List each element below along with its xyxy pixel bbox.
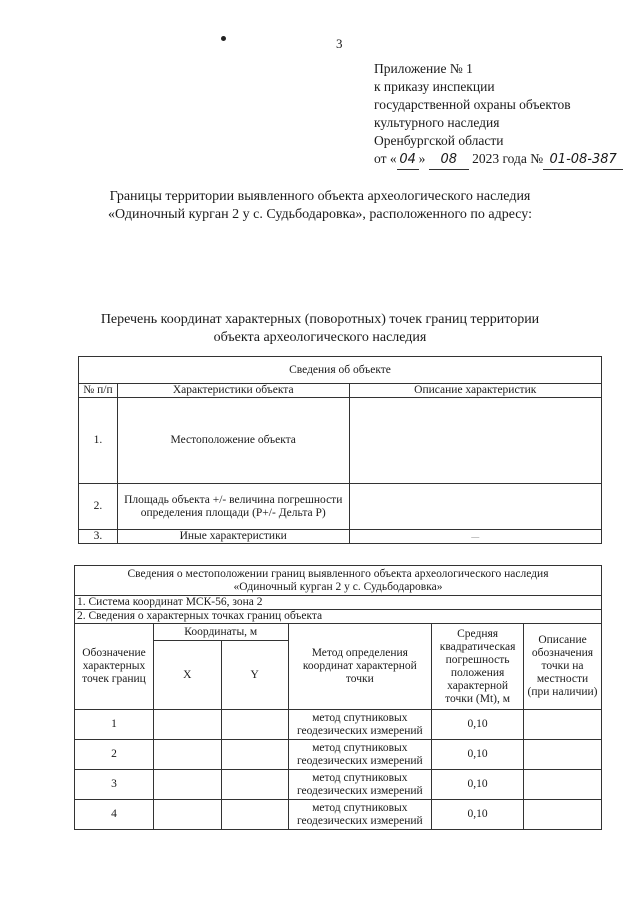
point-description [524, 740, 602, 770]
row-description [349, 398, 602, 484]
table-row [79, 484, 602, 530]
appendix-line: Оренбургской области [374, 133, 504, 148]
row-number: 3. [79, 530, 118, 544]
point-description [524, 800, 602, 830]
point-method: метод спутниковых геодезических измерений [288, 800, 432, 830]
list-title [60, 311, 580, 347]
table-row [79, 530, 602, 544]
point-method: метод спутниковых геодезических измерений [288, 710, 432, 740]
point-accuracy: 0,10 [432, 800, 524, 830]
method-header: Метод определения координат характерной точки [288, 624, 432, 710]
page-number: 3 [336, 36, 343, 51]
point-y [221, 770, 288, 800]
table-row [75, 800, 602, 830]
point-number: 3 [75, 770, 154, 800]
title-line: Границы территории выявленного объекта археологического наследия [109, 189, 531, 204]
point-description [524, 710, 602, 740]
point-y [221, 710, 288, 740]
y-header: Y [221, 641, 288, 710]
point-y [221, 740, 288, 770]
date-mid: » [418, 151, 426, 166]
scan-dot [221, 36, 226, 41]
order-number: 01-08-387 [543, 151, 623, 170]
column-header: № п/п [79, 384, 118, 398]
table-row [75, 740, 602, 770]
appendix-line: культурного наследия [374, 115, 500, 130]
point-number: 4 [75, 800, 154, 830]
row-number: 2. [79, 484, 118, 530]
date-year: 2023 года № [472, 151, 544, 166]
appendix-block [374, 60, 623, 170]
row-characteristic: Иные характеристики [117, 530, 349, 544]
point-accuracy: 0,10 [432, 710, 524, 740]
object-info-table [78, 356, 602, 544]
point-x [153, 800, 221, 830]
appendix-line: к приказу инспекции [374, 79, 495, 94]
point-method: метод спутниковых геодезических измерений [288, 740, 432, 770]
coords-header: Координаты, м [153, 624, 288, 641]
table-row [79, 398, 602, 484]
row-number: 1. [79, 398, 118, 484]
column-header: Характеристики объекта [117, 384, 349, 398]
description-header: Описание обозначения точки на местности (при наличии) [524, 624, 602, 710]
point-number: 2 [75, 740, 154, 770]
point-method: метод спутниковых геодезических измерений [288, 770, 432, 800]
point-x [153, 710, 221, 740]
points-section: 2. Сведения о характерных точках границ объекта [75, 610, 602, 624]
list-title-line: объекта археологического наследия [213, 330, 427, 345]
list-title-line: Перечень координат характерных (поворотных) точек границ территории [100, 312, 540, 327]
boundary-caption-line: Сведения о местоположении границ выявленного объекта археологического наследия [127, 567, 549, 580]
document-title [60, 188, 580, 224]
point-accuracy: 0,10 [432, 770, 524, 800]
x-header: X [153, 641, 221, 710]
point-description [524, 770, 602, 800]
title-line: «Одиночный курган 2 у с. Судьбодаровка», расположенного по адресу: [107, 207, 533, 222]
appendix-line: государственной охраны объектов [374, 97, 571, 112]
accuracy-header: Средняя квадратическая погрешность положения характерной точки (Mt), м [432, 624, 524, 710]
order-date-line [374, 150, 623, 170]
row-characteristic: Местоположение объекта [117, 398, 349, 484]
point-x [153, 770, 221, 800]
appendix-line: Приложение № 1 [374, 61, 473, 76]
date-month: 08 [429, 151, 469, 170]
date-day: 04 [397, 151, 419, 170]
column-header: Описание характеристик [349, 384, 602, 398]
designation-header: Обозначение характерных точек границ [75, 624, 154, 710]
row-description [349, 484, 602, 530]
point-x [153, 740, 221, 770]
object-info-caption: Сведения об объекте [79, 357, 602, 384]
table-row [75, 710, 602, 740]
boundary-caption-line: «Одиночный курган 2 у с. Судьбодаровка» [233, 580, 443, 593]
row-description: — [349, 530, 602, 544]
boundary-points-table [74, 565, 602, 830]
point-y [221, 800, 288, 830]
coordinate-system: 1. Система координат МСК-56, зона 2 [75, 596, 602, 610]
boundary-caption [75, 566, 602, 596]
point-accuracy: 0,10 [432, 740, 524, 770]
table-row [75, 770, 602, 800]
row-characteristic: Площадь объекта +/- величина погрешности определения площади (P+/- Дельта P) [117, 484, 349, 530]
point-number: 1 [75, 710, 154, 740]
date-prefix: от « [374, 151, 397, 166]
